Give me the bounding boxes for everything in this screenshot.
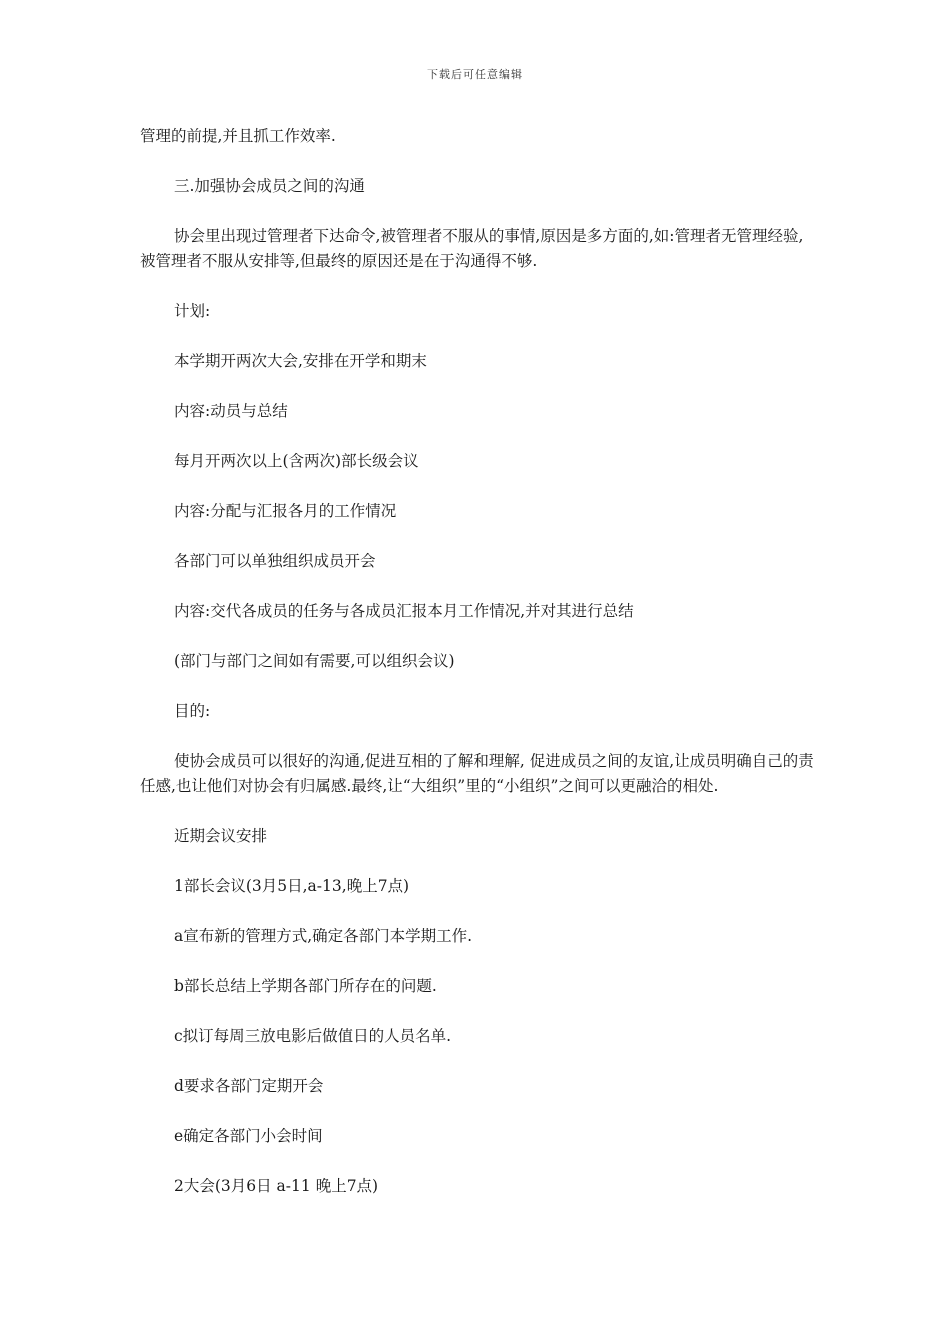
paragraph: 使协会成员可以很好的沟通,促进互相的了解和理解, 促进成员之间的友谊,让成员明确自己的责任感,也让他们对协会有归属感.最终,让“大组织”里的“小组织”之间可以更融洽的相处. bbox=[140, 752, 814, 795]
section-heading: 三.加强协会成员之间的沟通 bbox=[174, 177, 365, 195]
paragraph: 内容:动员与总结 bbox=[174, 402, 288, 420]
list-item: e确定各部门小会时间 bbox=[174, 1127, 323, 1145]
list-item: a宣布新的管理方式,确定各部门本学期工作. bbox=[174, 927, 473, 945]
paragraph: 本学期开两次大会,安排在开学和期末 bbox=[174, 352, 427, 370]
list-item: d要求各部门定期开会 bbox=[174, 1077, 324, 1095]
list-item: 1部长会议(3月5日,a-13,晚上7点) bbox=[174, 877, 410, 895]
document-body bbox=[140, 124, 816, 1224]
paragraph: 近期会议安排 bbox=[174, 827, 268, 845]
paragraph: 各部门可以单独组织成员开会 bbox=[174, 552, 376, 570]
paragraph: 协会里出现过管理者下达命令,被管理者不服从的事情,原因是多方面的,如:管理者无管理经验,被管理者不服从安排等,但最终的原因还是在于沟通得不够. bbox=[140, 227, 804, 270]
paragraph-continuation: 管理的前提,并且抓工作效率. bbox=[140, 127, 336, 145]
list-item: b部长总结上学期各部门所存在的问题. bbox=[174, 977, 437, 995]
paragraph: (部门与部门之间如有需要,可以组织会议) bbox=[174, 652, 455, 670]
paragraph: 计划: bbox=[174, 302, 211, 320]
paragraph: 目的: bbox=[174, 702, 211, 720]
paragraph: 内容:分配与汇报各月的工作情况 bbox=[174, 502, 397, 520]
paragraph: 每月开两次以上(含两次)部长级会议 bbox=[174, 452, 419, 470]
list-item: 2大会(3月6日 a-11 晚上7点) bbox=[174, 1177, 379, 1195]
page-header: 下载后可任意编辑 bbox=[427, 68, 523, 81]
list-item: c拟订每周三放电影后做值日的人员名单. bbox=[174, 1027, 452, 1045]
paragraph: 内容:交代各成员的任务与各成员汇报本月工作情况,并对其进行总结 bbox=[174, 602, 634, 620]
